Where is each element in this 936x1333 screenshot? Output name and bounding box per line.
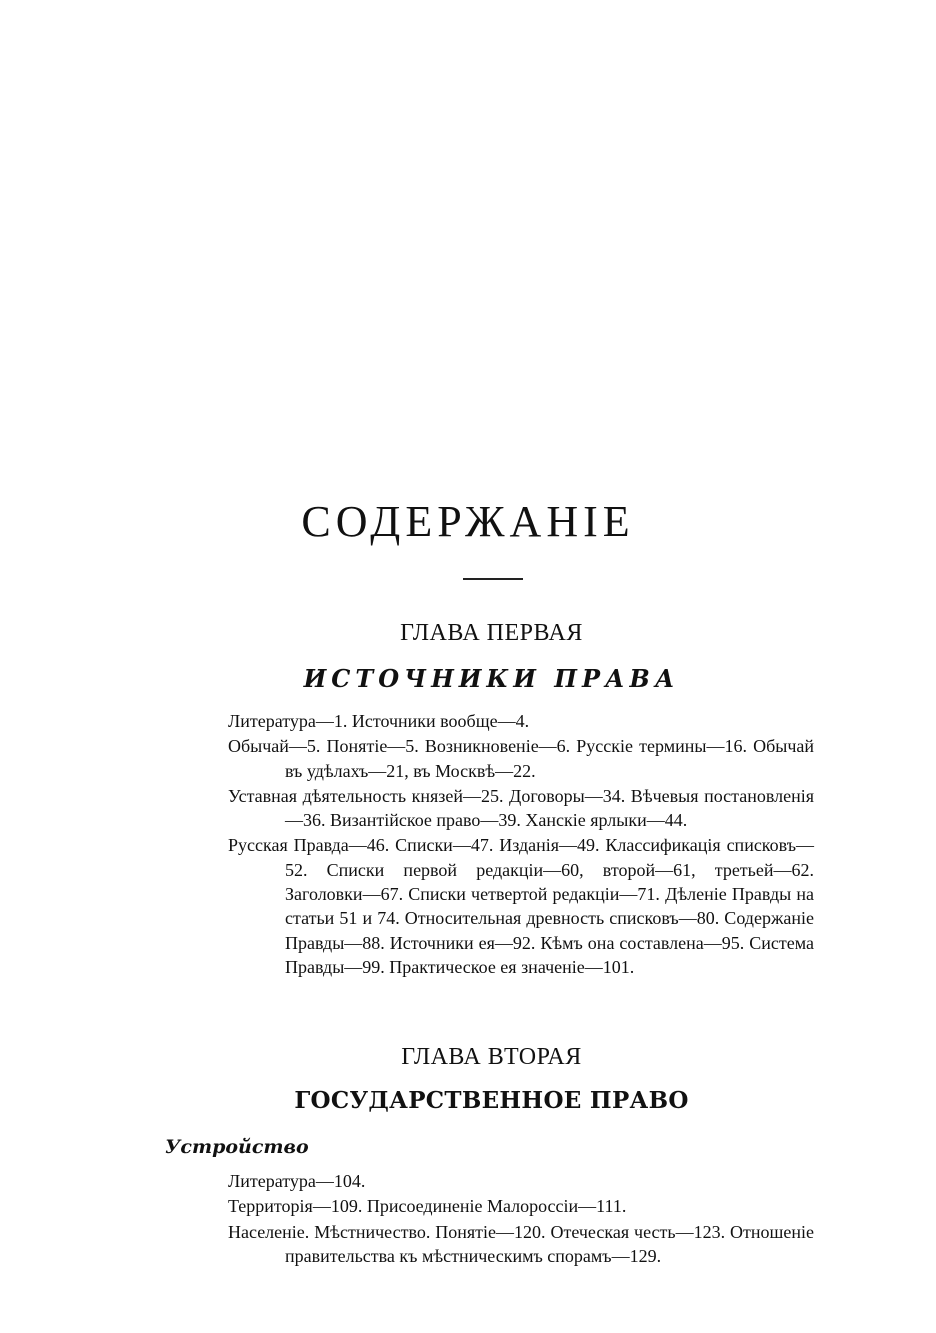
chapter-2-heading: ГОСУДАРСТВЕННОЕ ПРАВО: [294, 1087, 689, 1114]
toc-entry: Территорія—109. Присоединеніе Малороссіи—111.: [228, 1196, 627, 1217]
subsection-heading: Устройство: [165, 1136, 309, 1158]
toc-entry: Литература—1. Источники вообще—4.: [228, 711, 530, 731]
title-divider: [463, 578, 523, 580]
toc-entry: Уставная дѣятельность князей—25. Договоры—34. Вѣчевыя постановленія—36. Византійское право—39. Ханскіе ярлыки—44.: [228, 785, 814, 831]
toc-entry: Литература—104.: [228, 1171, 366, 1191]
toc-entry: Обычай—5. Понятіе—5. Возникновеніе—6. Русскіе термины—16. Обычай въ удѣлахъ—21, въ Москвѣ—22.: [228, 736, 814, 781]
chapter-1-label: ГЛАВА ПЕРВАЯ: [400, 620, 583, 646]
toc-entry: Населеніе. Мѣстничество. Понятіе—120. Отеческая честь—123. Отношеніе правительства къ мѣстническимъ спорамъ—129.: [228, 1221, 814, 1266]
chapter-1-entries: [228, 709, 814, 980]
chapter-2-label: ГЛАВА ВТОРАЯ: [401, 1044, 582, 1070]
page-title: СОДЕРЖАНІЕ: [301, 497, 635, 546]
chapter-2-entries: [228, 1169, 814, 1269]
toc-entry: Русская Правда—46. Списки—47. Изданія—49. Классификація списковъ—52. Списки первой редакціи—60, второй—61, третьей—62. Заголовки—67. Списки четвертой редакціи—71. Дѣленіе Правды на статьи 51 и 74. Относительная древность списковъ—80. Содержаніе Правды—88. Источники ея—92. Кѣмъ она составлена—95. Система Правды—99. Практическое ея значеніе—101.: [228, 835, 814, 977]
chapter-1-heading: ИСТОЧНИКИ ПРАВА: [303, 664, 680, 693]
